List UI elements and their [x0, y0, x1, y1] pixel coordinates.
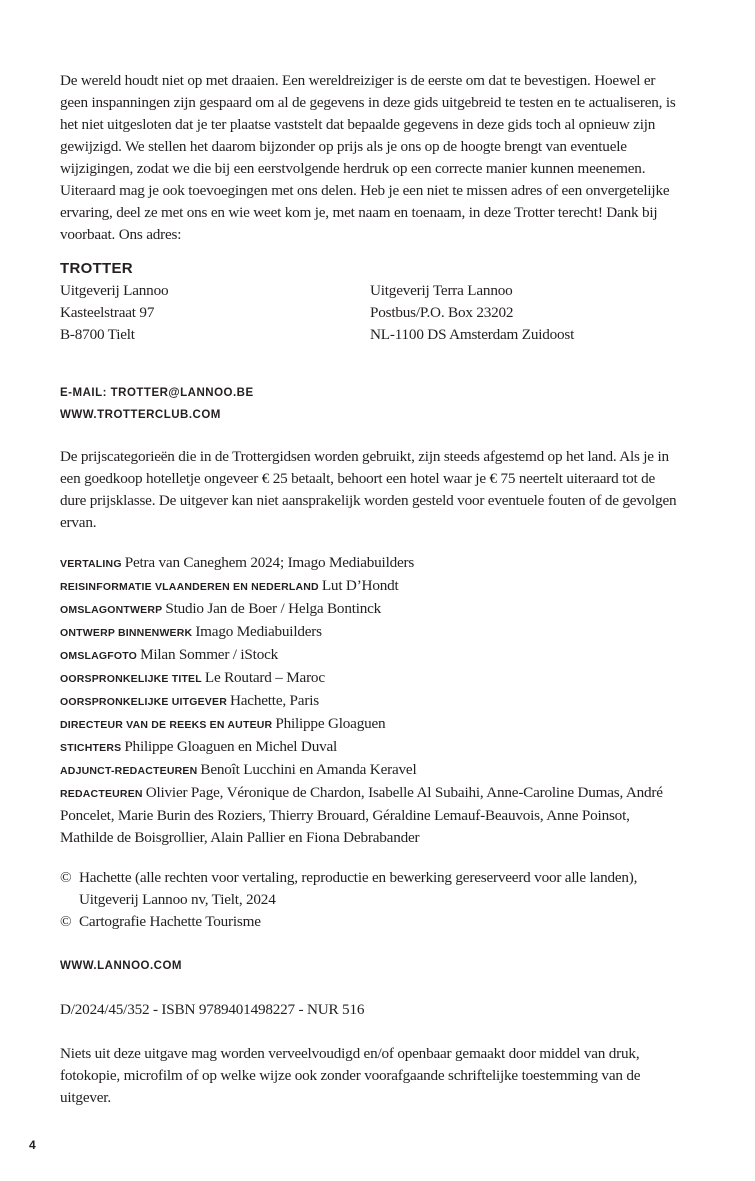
credit-value: Lut D’Hondt	[321, 577, 399, 594]
credit-label: ADJUNCT-REDACTEUREN	[60, 765, 198, 777]
credit-item	[60, 552, 680, 575]
credit-label: OORSPRONKELIJKE TITEL	[60, 673, 202, 685]
credit-value: Milan Sommer / iStock	[140, 646, 279, 663]
address-line: B-8700 Tielt	[60, 326, 135, 343]
address-line: Uitgeverij Lannoo	[60, 282, 169, 299]
credit-label: VERTALING	[60, 558, 122, 570]
credit-value: Philippe Gloaguen en Michel Duval	[124, 738, 338, 755]
isbn-line: D/2024/45/352 - ISBN 9789401498227 - NUR 516	[60, 1001, 365, 1018]
copyright-text: Cartografie Hachette Tourisme	[79, 913, 261, 930]
email-link[interactable]: E-MAIL: TROTTER@LANNOO.BE	[60, 387, 254, 399]
credit-label: REISINFORMATIE VLAANDEREN EN NEDERLAND	[60, 581, 319, 593]
credit-label: OORSPRONKELIJKE UITGEVER	[60, 696, 227, 708]
copyright-icon: ©	[60, 869, 72, 886]
credit-item	[60, 759, 680, 782]
colophon-page	[60, 70, 680, 1109]
credit-value: Hachette, Paris	[230, 692, 319, 709]
credit-item	[60, 782, 680, 849]
page-number: 4	[29, 1138, 36, 1152]
credit-value: Le Routard – Maroc	[204, 669, 325, 686]
address-line: NL-1100 DS Amsterdam Zuidoost	[370, 326, 575, 343]
credit-label: OMSLAGFOTO	[60, 650, 138, 662]
lannoo-website-link[interactable]: WWW.LANNOO.COM	[60, 960, 182, 972]
copyright-icon: ©	[60, 913, 72, 930]
credit-item	[60, 736, 680, 759]
address-line: Uitgeverij Terra Lannoo	[370, 282, 513, 299]
credit-item	[60, 667, 680, 690]
address-line: Kasteelstraat 97	[60, 304, 155, 321]
credit-label: DIRECTEUR VAN DE REEKS EN AUTEUR	[60, 719, 273, 731]
price-note-paragraph: De prijscategorieën die in de Trottergidsen worden gebruikt, zijn steeds afgestemd op het land. Als je in een goedkoop hotelletje ongeveer € 25 betaalt, behoort een hotel waar je € 75 neertelt uiteraard tot de dure prijsklasse. De uitgever kan niet aansprakelijk worden gesteld voor eventuele fouten of de gevolgen ervan.	[60, 448, 677, 531]
credit-value: Philippe Gloaguen	[275, 715, 386, 732]
copyright-item	[60, 867, 680, 911]
credit-value: Benoît Lucchini en Amanda Keravel	[200, 761, 417, 778]
rights-notice: Niets uit deze uitgave mag worden verveelvoudigd en/of openbaar gemaakt door middel van druk, fotokopie, microfilm of op welke wijze ook zonder voorafgaande schriftelijke toestemming van de uitgever.	[60, 1045, 641, 1106]
copyright-block	[60, 867, 680, 933]
copyright-text: Hachette (alle rechten voor vertaling, reproductie en bewerking gereserveerd voor alle landen), Uitgeverij Lannoo nv, Tielt, 2024	[79, 869, 638, 908]
credit-item	[60, 575, 680, 598]
address-netherlands	[370, 280, 680, 346]
address-line: Postbus/P.O. Box 23202	[370, 304, 514, 321]
credit-item	[60, 690, 680, 713]
addresses	[60, 280, 680, 346]
contact-heading: TROTTER	[60, 260, 133, 277]
address-belgium	[60, 280, 370, 346]
trotterclub-link[interactable]: WWW.TROTTERCLUB.COM	[60, 409, 221, 421]
credit-label: OMSLAGONTWERP	[60, 604, 163, 616]
credit-item	[60, 621, 680, 644]
credit-value: Imago Mediabuilders	[195, 623, 322, 640]
credit-item	[60, 644, 680, 667]
credit-item	[60, 713, 680, 736]
credit-value: Olivier Page, Véronique de Chardon, Isabelle Al Subaihi, Anne-Caroline Dumas, André Poncelet, Marie Burin des Roziers, Thierry Brouard, Géraldine Lemauf-Beauvois, Anne Poinsot, Mathilde de Boisgrollier, Alain Pallier en Fiona Debrabander	[60, 784, 663, 846]
credit-item	[60, 598, 680, 621]
credits-list	[60, 552, 680, 849]
credit-label: REDACTEUREN	[60, 788, 143, 800]
contact-block	[60, 260, 680, 426]
credit-label: ONTWERP BINNENWERK	[60, 627, 193, 639]
copyright-item	[60, 911, 680, 933]
credit-label: STICHTERS	[60, 742, 122, 754]
credit-value: Studio Jan de Boer / Helga Bontinck	[165, 600, 382, 617]
intro-paragraph: De wereld houdt niet op met draaien. Een wereldreiziger is de eerste om dat te bevestigen. Hoewel er geen inspanningen zijn gespaard om al de gegevens in deze gids uitgebreid te testen en te actualiseren, is het niet uitgesloten dat je ter plaatse vaststelt dat bepaalde gegevens in deze gids toch al opnieuw zijn gewijzigd. We stellen het daarom bijzonder op prijs als je ons op de hoogte brengt van eventuele wijzigingen, zodat we die bij een eerstvolgende herdruk op een correcte manier kunnen meenemen. Uiteraard mag je ook toevoegingen met ons delen. Heb je een niet te missen adres of een onvergetelijke ervaring, deel ze met ons en wie weet kom je, met naam en toenaam, in deze Trotter terecht! Dank bij voorbaat. Ons adres:	[60, 72, 676, 243]
credit-value: Petra van Caneghem 2024; Imago Mediabuilders	[124, 554, 415, 571]
